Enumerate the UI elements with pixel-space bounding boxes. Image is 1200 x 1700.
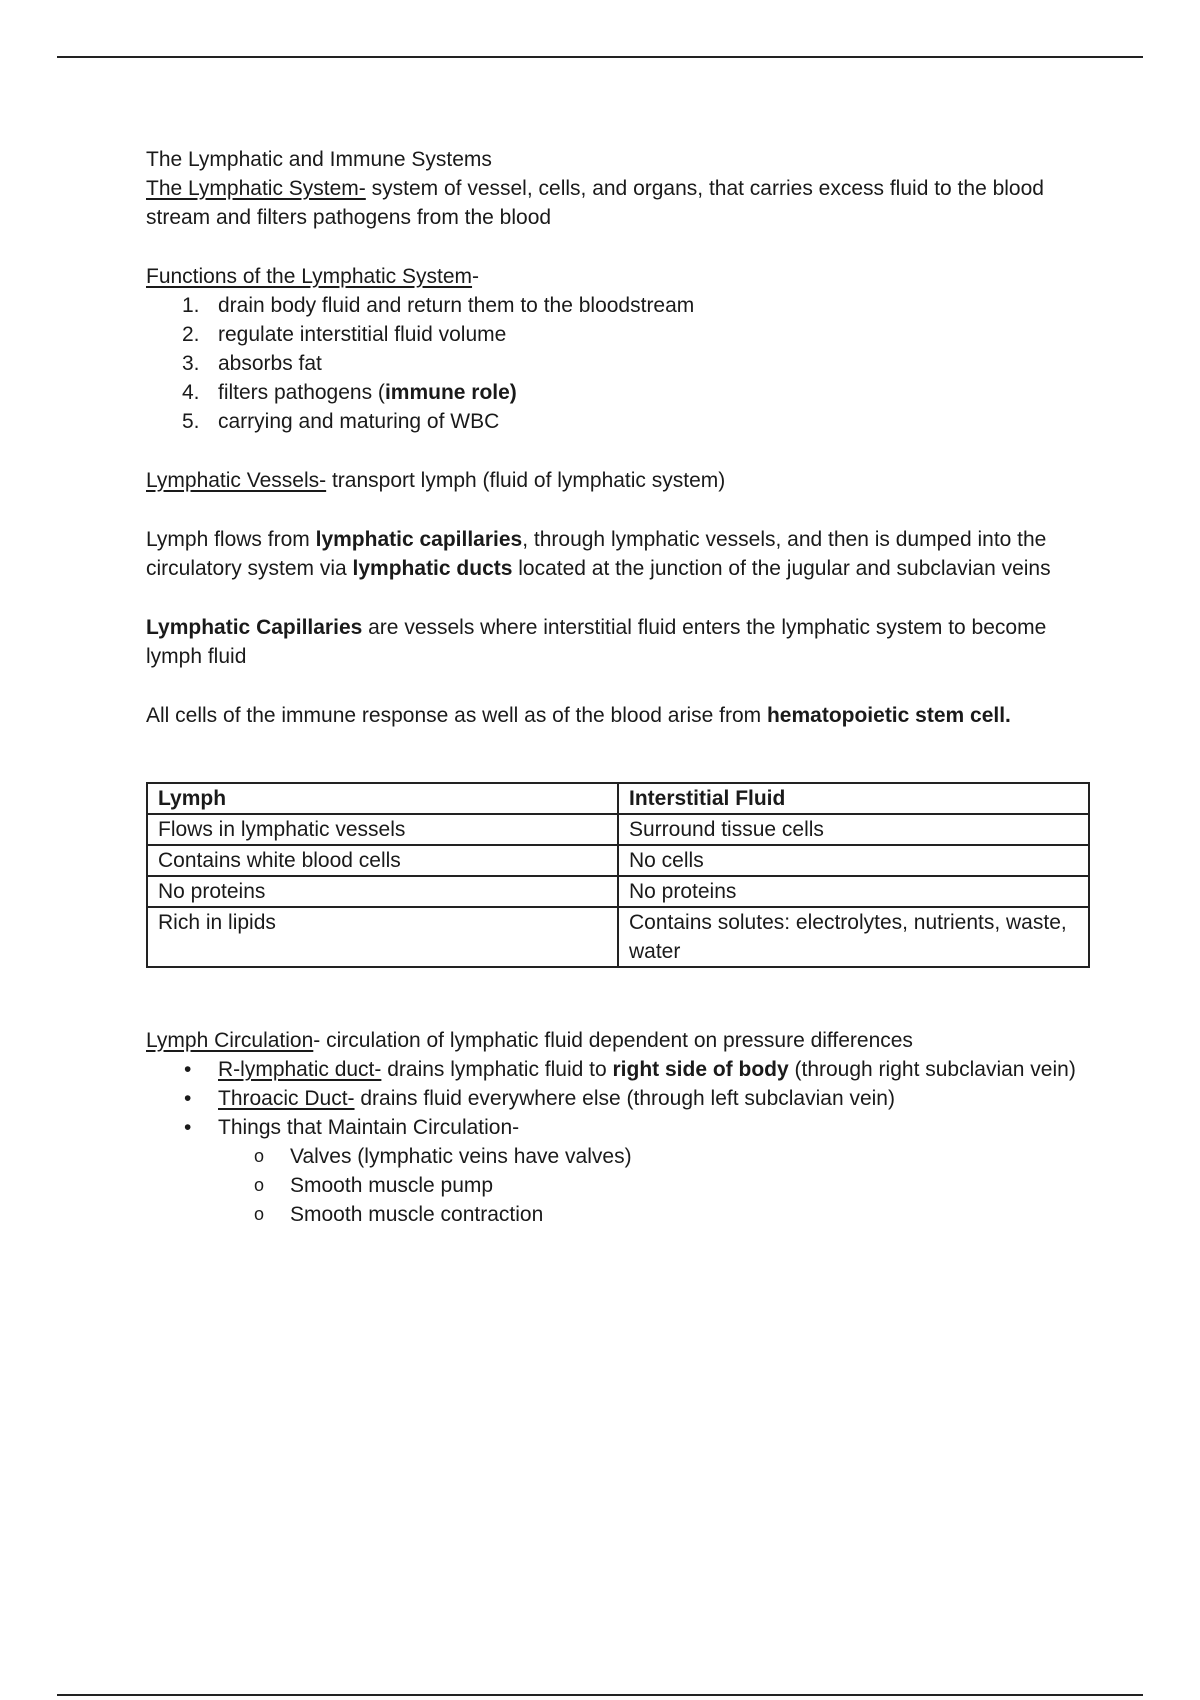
list-text: filters pathogens ( bbox=[218, 381, 385, 404]
lymph-vs-interstitial-table bbox=[146, 782, 1090, 968]
list-item bbox=[146, 1055, 1091, 1084]
r-lymphatic-duct-term: R-lymphatic duct- bbox=[218, 1058, 382, 1081]
table-cell: No proteins bbox=[618, 876, 1089, 907]
table-row bbox=[147, 876, 1089, 907]
list-text: Smooth muscle contraction bbox=[290, 1203, 544, 1226]
functions-heading-suffix: - bbox=[472, 265, 480, 288]
lymph-circulation-dash: - bbox=[313, 1029, 321, 1052]
lymph-flow-text-2: , through lymphatic vessels, and then is dumped into the circulatory system via bbox=[146, 528, 1047, 580]
lymphatic-system-term: The Lymphatic System- bbox=[146, 177, 366, 200]
list-number: 4. bbox=[182, 381, 200, 404]
list-text: Things that Maintain Circulation- bbox=[218, 1116, 520, 1139]
list-number: 3. bbox=[182, 352, 200, 375]
bullet-icon: • bbox=[184, 1116, 192, 1139]
list-number: 5. bbox=[182, 410, 200, 433]
table-cell: Surround tissue cells bbox=[618, 814, 1089, 845]
hollow-bullet-icon: o bbox=[254, 1175, 265, 1195]
functions-list bbox=[146, 291, 1091, 436]
capillaries-term: Lymphatic Capillaries bbox=[146, 616, 363, 639]
footer-rule bbox=[57, 1694, 1143, 1696]
lymphatic-system-text: system of vessel, cells, and organs, that carries excess fluid to the blood stream and filters pathogens from the blood bbox=[146, 177, 1044, 229]
document-title: The Lymphatic and Immune Systems bbox=[146, 148, 492, 171]
lymphatic-system-definition bbox=[146, 174, 1091, 232]
list-text: drains fluid everywhere else (through left subclavian vein) bbox=[354, 1087, 895, 1110]
list-item bbox=[146, 349, 1091, 378]
list-item bbox=[218, 1142, 1091, 1171]
list-item bbox=[146, 1084, 1091, 1113]
lymph-flow-bold-1: lymphatic capillaries bbox=[315, 528, 523, 551]
header-rule bbox=[57, 56, 1143, 58]
table-header-row bbox=[147, 783, 1089, 814]
lymphatic-vessels-definition bbox=[146, 466, 1091, 495]
table-cell: Contains solutes: electrolytes, nutrients, waste, water bbox=[618, 907, 1089, 967]
hollow-bullet-icon: o bbox=[254, 1146, 265, 1166]
list-number: 1. bbox=[182, 294, 200, 317]
list-item bbox=[146, 320, 1091, 349]
lymph-circulation-text: circulation of lymphatic fluid dependent on pressure differences bbox=[320, 1029, 913, 1052]
list-bold-text: immune role) bbox=[384, 381, 517, 404]
table-row bbox=[147, 814, 1089, 845]
capillaries-text: are vessels where interstitial fluid enters the lymphatic system to become lymph fluid bbox=[146, 616, 1047, 668]
stem-cell-text: All cells of the immune response as well as of the blood arise from bbox=[146, 704, 767, 727]
table-cell: Rich in lipids bbox=[147, 907, 618, 967]
table-cell: Flows in lymphatic vessels bbox=[147, 814, 618, 845]
capillaries-paragraph bbox=[146, 613, 1091, 671]
document-body bbox=[146, 145, 1091, 1229]
list-item bbox=[146, 291, 1091, 320]
lymph-flow-paragraph bbox=[146, 525, 1091, 583]
lymphatic-vessels-text: transport lymph (fluid of lymphatic system) bbox=[326, 469, 726, 492]
list-bold-text: right side of body bbox=[612, 1058, 789, 1081]
functions-heading-text: Functions of the Lymphatic System bbox=[146, 265, 473, 288]
lymph-circulation-list bbox=[146, 1055, 1091, 1229]
lymph-circulation-definition bbox=[146, 1026, 1091, 1055]
list-text: carrying and maturing of WBC bbox=[218, 410, 500, 433]
maintain-circulation-list bbox=[218, 1142, 1091, 1229]
list-text: Valves (lymphatic veins have valves) bbox=[290, 1145, 632, 1168]
hollow-bullet-icon: o bbox=[254, 1204, 265, 1224]
lymph-flow-text-3: located at the junction of the jugular and subclavian veins bbox=[512, 557, 1051, 580]
table-cell: No cells bbox=[618, 845, 1089, 876]
list-text: drain body fluid and return them to the bloodstream bbox=[218, 294, 695, 317]
table-row bbox=[147, 845, 1089, 876]
table-cell: No proteins bbox=[147, 876, 618, 907]
list-text: absorbs fat bbox=[218, 352, 322, 375]
bullet-icon: • bbox=[184, 1087, 192, 1110]
list-text: (through right subclavian vein) bbox=[788, 1058, 1076, 1081]
table-header-interstitial: Interstitial Fluid bbox=[618, 783, 1089, 814]
list-item bbox=[218, 1200, 1091, 1229]
stem-cell-paragraph bbox=[146, 701, 1091, 730]
list-item bbox=[218, 1171, 1091, 1200]
list-item bbox=[146, 1113, 1091, 1229]
list-text: Smooth muscle pump bbox=[290, 1174, 494, 1197]
table-cell: Contains white blood cells bbox=[147, 845, 618, 876]
table-row bbox=[147, 907, 1089, 967]
list-item bbox=[146, 407, 1091, 436]
list-text: drains lymphatic fluid to bbox=[381, 1058, 613, 1081]
lymph-flow-bold-2: lymphatic ducts bbox=[352, 557, 513, 580]
list-number: 2. bbox=[182, 323, 200, 346]
list-text: regulate interstitial fluid volume bbox=[218, 323, 507, 346]
list-item bbox=[146, 378, 1091, 407]
lymph-flow-text-1: Lymph flows from bbox=[146, 528, 316, 551]
lymphatic-vessels-term: Lymphatic Vessels- bbox=[146, 469, 327, 492]
table-header-lymph: Lymph bbox=[147, 783, 618, 814]
lymph-circulation-term: Lymph Circulation bbox=[146, 1029, 314, 1052]
bullet-icon: • bbox=[184, 1058, 192, 1081]
functions-heading bbox=[146, 262, 1091, 291]
stem-cell-bold: hematopoietic stem cell. bbox=[766, 704, 1011, 727]
thoracic-duct-term: Throacic Duct- bbox=[218, 1087, 355, 1110]
